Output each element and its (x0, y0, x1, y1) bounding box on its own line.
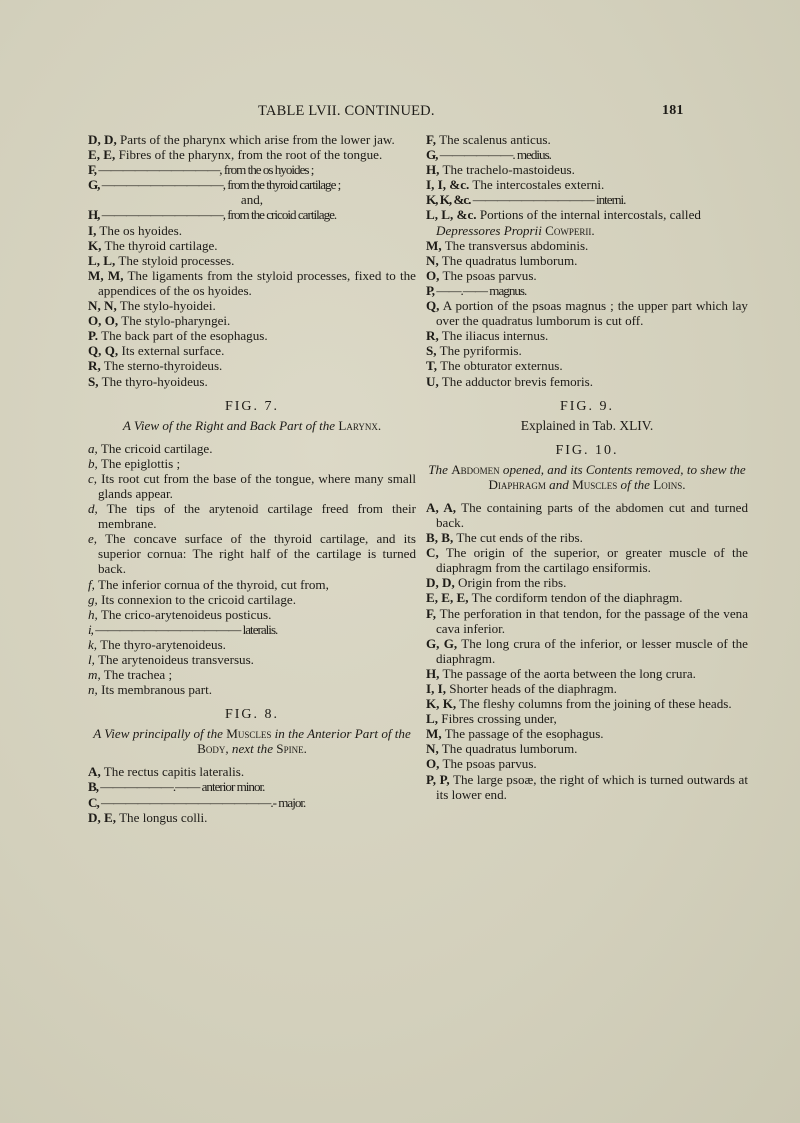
list-item: G, ——————————, from the thyroid cartilage ; (88, 177, 341, 193)
list-item: M, The transversus abdominis. (426, 237, 589, 253)
right-column (426, 132, 748, 802)
list-item: H, ——————————, from the cricoid cartilage. (88, 207, 337, 223)
fig7-caption: A View of the Right and Back Part of the Larynx. (122, 417, 382, 433)
list-item: A, The rectus capitis lateralis. (88, 764, 245, 780)
list-item: L, L, The styloid processes. (88, 252, 235, 268)
list-item: Q, A portion of the psoas magnus ; the upper part which lay over the quadratus lumborum is cut off. (426, 298, 748, 329)
list-item: D, E, The longus colli. (88, 809, 208, 825)
list-item: e, The concave surface of the thyroid cartilage, and its superior cornua: The right half of the cartilage is turned back. (88, 531, 416, 577)
list-item: i, ———————————— lateralis. (88, 621, 278, 637)
left-column (88, 132, 416, 825)
list-item: N, The quadratus lumborum. (426, 741, 578, 757)
list-item: R, The iliacus internus. (426, 328, 549, 344)
fig10-entries (426, 500, 748, 802)
fig10-caption: The Abdomen opened, and its Contents removed, to shew the Diaphragm and Muscles of the Loins. (428, 461, 746, 492)
fig7-heading: FIG. 7. (224, 398, 280, 414)
list-item: Q, Q, Its external surface. (88, 343, 225, 359)
list-item: C, ——————————————.- major. (88, 794, 306, 810)
list-item: I, The os hyoides. (88, 222, 182, 238)
list-item: P. The back part of the esophagus. (88, 328, 268, 344)
list-item: B, B, The cut ends of the ribs. (426, 530, 583, 546)
list-item: M, M, The ligaments from the styloid processes, fixed to the appendices of the os hyoides. (88, 267, 416, 298)
list-item: d, The tips of the arytenoid cartilage freed from their membrane. (88, 501, 416, 532)
list-item: a, The cricoid cartilage. (88, 440, 213, 456)
list-item: O, O, The stylo-pharyngei. (88, 313, 231, 329)
list-item: S, The pyriformis. (426, 343, 522, 359)
list-item: E, E, E, The cordiform tendon of the diaphragm. (426, 590, 683, 606)
fig8-continued-entries (426, 132, 748, 389)
list-item: L, Fibres crossing under, (426, 711, 557, 727)
list-item: k, The thyro-arytenoideus. (88, 636, 226, 652)
list-item: F, The perforation in that tendon, for the passage of the vena cava inferior. (426, 605, 749, 636)
list-item: c, Its root cut from the base of the tongue, where many small glands appear. (88, 470, 416, 501)
list-item: l, The arytenoideus transversus. (88, 652, 254, 667)
list-item: g, Its connexion to the cricoid cartilage. (88, 591, 296, 607)
list-item: F, The scalenus anticus. (426, 132, 551, 147)
list-item: N, N, The stylo-hyoidei. (88, 298, 216, 314)
list-item: b, The epiglottis ; (88, 455, 181, 471)
list-item: P, P, The large psoæ, the right of which is turned outwards at its lower end. (426, 771, 748, 802)
list-item: I, I, Shorter heads of the diaphragm. (426, 681, 617, 696)
list-item: T, The obturator externus. (426, 358, 563, 374)
list-item: K, The thyroid cartilage. (88, 237, 218, 253)
list-item: H, The passage of the aorta between the long crura. (426, 665, 696, 681)
list-item: G, ——————. medius. (426, 147, 551, 163)
list-item: L, L, &c. Portions of the internal intercostals, called (426, 207, 701, 223)
fig10-heading: FIG. 10. (555, 442, 619, 458)
list-item: and, (240, 192, 264, 208)
fig8-caption: A View principally of the Muscles in the Anterior Part of the Body, next the Spine. (93, 726, 411, 757)
list-item: m, The trachea ; (88, 667, 173, 683)
list-item: F, ——————————, from the os hyoides ; (88, 162, 314, 178)
list-item: B, ——————.—— anterior minor. (88, 779, 265, 795)
list-item: G, G, The long crura of the inferior, or lesser muscle of the diaphragm. (426, 635, 748, 666)
list-item: P, ——.—— magnus. (426, 282, 527, 298)
list-item: A, A, The containing parts of the abdomen cut and turned back. (426, 499, 748, 530)
list-item: D, D, Parts of the pharynx which arise from the lower jaw. (88, 132, 395, 147)
list-item: M, The passage of the esophagus. (426, 726, 604, 742)
page-number: 181 (662, 103, 684, 118)
fig7-entries (88, 441, 416, 698)
list-item: E, E, Fibres of the pharynx, from the root of the tongue. (88, 147, 383, 163)
list-item: h, The crico-arytenoideus posticus. (88, 606, 272, 622)
list-item: Depressores Proprii Cowperii. (436, 222, 595, 238)
page-title: TABLE LVII. CONTINUED. (258, 103, 435, 119)
running-header (0, 103, 800, 125)
fig9-explanation: Explained in Tab. XLIV. (520, 417, 654, 433)
list-item: K, K, &c. —————————— interni. (426, 192, 626, 208)
list-item: R, The sterno-thyroideus. (88, 358, 223, 374)
fig9-heading: FIG. 9. (559, 398, 615, 414)
fig8-heading: FIG. 8. (224, 707, 280, 723)
list-item: K, K, The fleshy columns from the joining of these heads. (426, 696, 732, 712)
list-item: U, The adductor brevis femoris. (426, 373, 594, 389)
list-item: S, The thyro-hyoideus. (88, 373, 208, 389)
list-item: n, Its membranous part. (88, 682, 213, 698)
list-item: H, The trachelo-mastoideus. (426, 162, 575, 178)
fig8-entries (88, 764, 416, 824)
list-item: O, The psoas parvus. (426, 267, 537, 283)
list-item: C, The origin of the superior, or greater muscle of the diaphragm from the cartilago ensiformis. (426, 545, 748, 576)
list-item: D, D, Origin from the ribs. (426, 575, 567, 591)
list-item: N, The quadratus lumborum. (426, 252, 578, 268)
list-item: I, I, &c. The intercostales externi. (426, 177, 605, 193)
list-item: f, The inferior cornua of the thyroid, cut from, (88, 576, 329, 592)
list-item: O, The psoas parvus. (426, 756, 537, 772)
pharynx-entries (88, 132, 416, 389)
